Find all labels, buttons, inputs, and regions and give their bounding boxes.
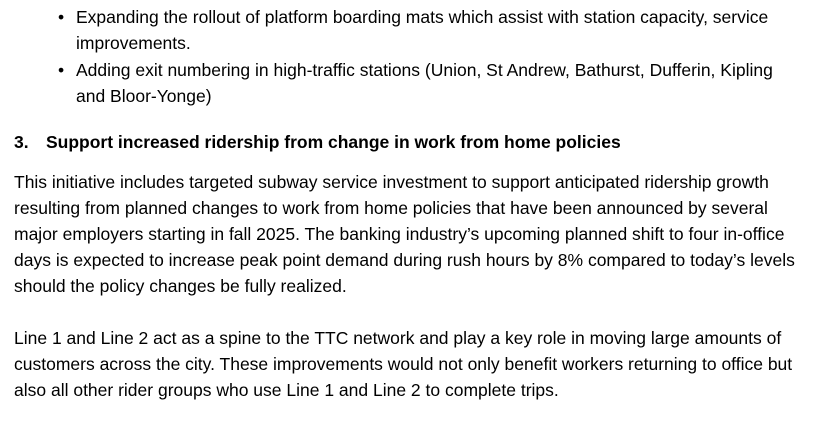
section-number: 3. — [14, 132, 29, 152]
paragraph-2: Line 1 and Line 2 act as a spine to the TTC network and play a key role in moving large amounts of customers across the city. These improvements would not only benefit workers returning to office but also all other rider groups who use Line 1 and Line 2 to complete trips. — [14, 328, 793, 400]
bullet-marker-icon: • — [58, 7, 65, 27]
section-heading — [14, 129, 806, 155]
list-item — [14, 4, 806, 56]
list-item-text: Expanding the rollout of platform boarding mats which assist with station capacity, service improvements. — [76, 7, 769, 53]
section-title: Support increased ridership from change in work from home policies — [46, 132, 621, 152]
list-item — [14, 57, 806, 109]
document-content — [14, 4, 806, 403]
bullet-list — [14, 4, 806, 109]
list-item-text: Adding exit numbering in high-traffic stations (Union, St Andrew, Bathurst, Dufferin, Kipling and Bloor-Yonge) — [76, 60, 773, 106]
bullet-marker-icon: • — [58, 60, 65, 80]
paragraph-1: This initiative includes targeted subway service investment to support anticipated ridership growth resulting from planned changes to work from home policies that have been announced by several major employers starting in fall 2025. The banking industry’s upcoming planned shift to four in-office days is expected to increase peak point demand during rush hours by 8% compared to today’s levels should the policy changes be fully realized. — [14, 172, 795, 296]
